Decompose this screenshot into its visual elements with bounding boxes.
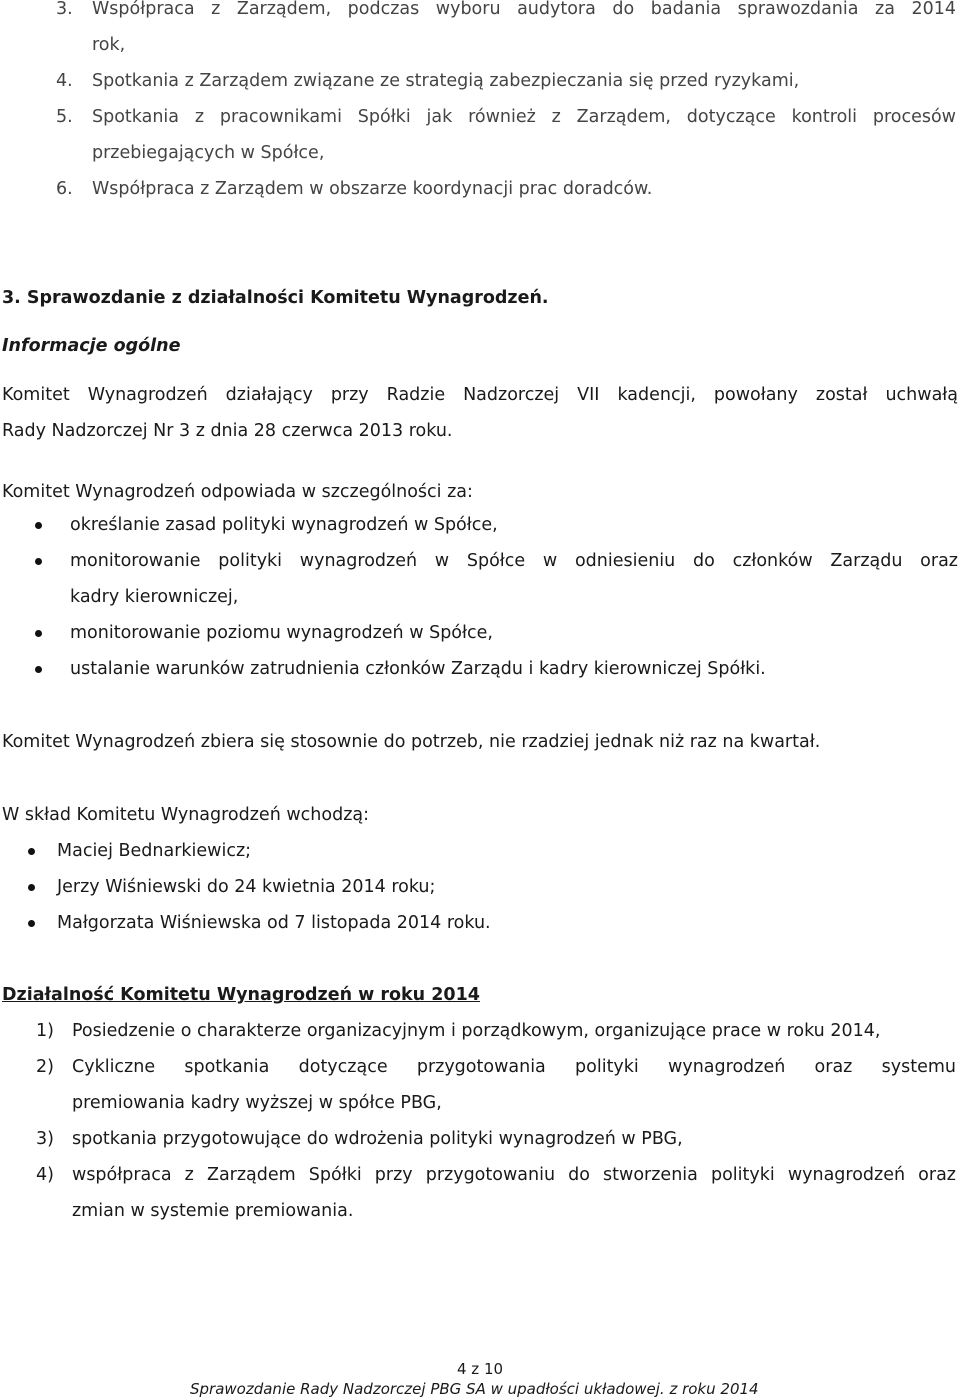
members-intro: W skład Komitetu Wynagrodzeń wchodzą: <box>2 805 370 825</box>
list-item <box>36 1013 956 1049</box>
list-item <box>70 507 958 543</box>
list-item <box>70 651 958 687</box>
list-item <box>57 905 491 941</box>
list-item <box>36 1121 956 1157</box>
list-item-text: Współpraca z Zarządem w obszarze koordynacji prac doradców. <box>92 179 653 199</box>
top-numbered-list <box>56 0 956 207</box>
page-number: 4 z 10 <box>457 1360 504 1378</box>
list-item <box>70 615 958 651</box>
list-number: 4) <box>36 1165 54 1185</box>
list-item-text: kadry kierowniczej, <box>70 587 239 607</box>
footer-title: Sprawozdanie Rady Nadzorczej PBG SA w upadłości układowej. z roku 2014 <box>190 1380 759 1398</box>
members-list <box>57 833 491 941</box>
member-name: Maciej Bednarkiewicz; <box>57 841 252 861</box>
list-item-text: monitorowanie polityki wynagrodzeń w Spółce w odniesieniu do członków Zarządu oraz <box>70 551 958 571</box>
list-item <box>56 0 956 63</box>
list-item <box>70 543 958 615</box>
list-item <box>57 833 491 869</box>
responsibilities-intro: Komitet Wynagrodzeń odpowiada w szczególności za: <box>2 482 473 502</box>
activity-heading: Działalność Komitetu Wynagrodzeń w roku 2014 <box>2 985 480 1005</box>
list-item-text: ustalanie warunków zatrudnienia członków Zarządu i kadry kierowniczej Spółki. <box>70 659 766 679</box>
meeting-frequency-paragraph: Komitet Wynagrodzeń zbiera się stosownie do potrzeb, nie rzadziej jednak niż raz na kwartał. <box>2 732 821 752</box>
activities-list <box>36 1013 956 1229</box>
paragraph-line: Komitet Wynagrodzeń działający przy Radzie Nadzorczej VII kadencji, powołany został uchwałą <box>2 385 958 405</box>
list-item-text: spotkania przygotowujące do wdrożenia polityki wynagrodzeń w PBG, <box>72 1129 683 1149</box>
list-item-text: Spotkania z pracownikami Spółki jak również z Zarządem, dotyczące kontroli procesów <box>92 107 956 127</box>
list-item-text: określanie zasad polityki wynagrodzeń w Spółce, <box>70 515 498 535</box>
list-number: 1) <box>36 1021 54 1041</box>
list-item <box>36 1157 956 1229</box>
list-number: 3. <box>56 0 73 19</box>
list-item-text: współpraca z Zarządem Spółki przy przygotowaniu do stworzenia polityki wynagrodzeń oraz <box>72 1165 956 1185</box>
member-name: Jerzy Wiśniewski do 24 kwietnia 2014 roku; <box>57 877 436 897</box>
list-item <box>36 1049 956 1121</box>
paragraph-line: Rady Nadzorczej Nr 3 z dnia 28 czerwca 2013 roku. <box>2 421 453 441</box>
list-number: 6. <box>56 179 73 199</box>
list-item-text: premiowania kadry wyższej w spółce PBG, <box>72 1093 442 1113</box>
list-item-text: monitorowanie poziomu wynagrodzeń w Spółce, <box>70 623 493 643</box>
list-item <box>57 869 491 905</box>
bullet-icon <box>35 558 42 565</box>
responsibilities-list <box>70 507 958 687</box>
member-name: Małgorzata Wiśniewska od 7 listopada 2014 roku. <box>57 913 491 933</box>
bullet-icon <box>35 630 42 637</box>
bullet-icon <box>28 848 35 855</box>
bullet-icon <box>35 522 42 529</box>
subheading: Informacje ogólne <box>2 336 181 356</box>
list-item-text: Współpraca z Zarządem, podczas wyboru audytora do badania sprawozdania za 2014 <box>92 0 956 19</box>
list-item <box>56 171 956 207</box>
list-item <box>56 99 956 171</box>
paragraph-formation <box>2 377 958 449</box>
bullet-icon <box>28 884 35 891</box>
list-item <box>56 63 956 99</box>
list-item-text: Posiedzenie o charakterze organizacyjnym i porządkowym, organizujące prace w roku 2014, <box>72 1021 881 1041</box>
section-heading: 3. Sprawozdanie z działalności Komitetu Wynagrodzeń. <box>2 288 549 308</box>
list-item-text: Spotkania z Zarządem związane ze strategią zabezpieczania się przed ryzykami, <box>92 71 800 91</box>
bullet-icon <box>28 920 35 927</box>
list-item-text: przebiegających w Spółce, <box>92 143 325 163</box>
list-item-text: rok, <box>92 35 126 55</box>
list-number: 5. <box>56 107 73 127</box>
list-number: 4. <box>56 71 73 91</box>
bullet-icon <box>35 666 42 673</box>
list-item-text: Cykliczne spotkania dotyczące przygotowania polityki wynagrodzeń oraz systemu <box>72 1057 956 1077</box>
list-item-text: zmian w systemie premiowania. <box>72 1201 354 1221</box>
list-number: 3) <box>36 1129 54 1149</box>
list-number: 2) <box>36 1057 54 1077</box>
